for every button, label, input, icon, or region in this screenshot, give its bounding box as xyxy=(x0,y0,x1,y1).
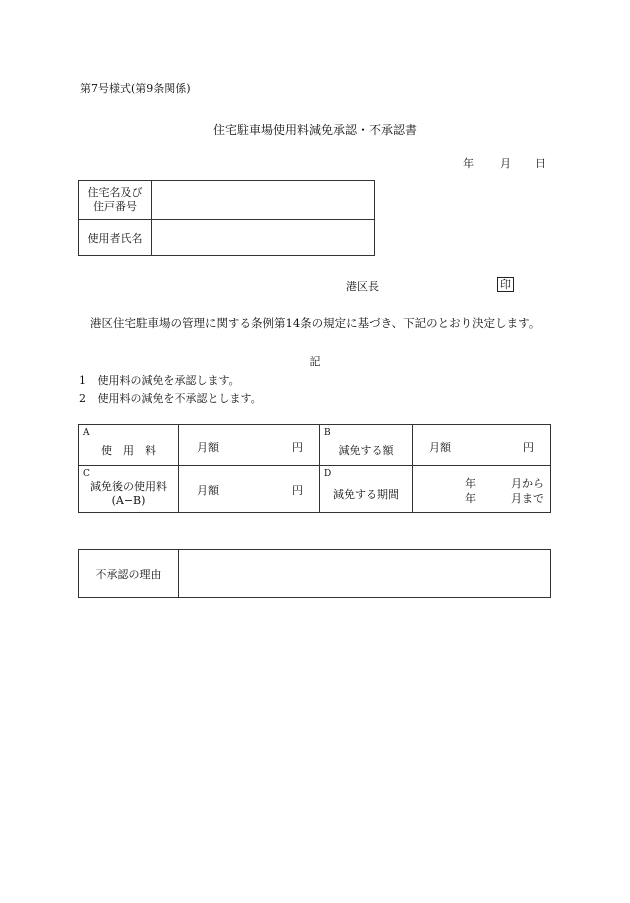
note-heading: 記 xyxy=(309,355,321,368)
seal-label: 印 xyxy=(497,277,514,292)
date-month-label: 月 xyxy=(500,157,511,170)
item-number: 2 xyxy=(79,392,86,405)
fee-c-label-cell xyxy=(79,466,179,513)
user-name-label: 使用者氏名 xyxy=(79,220,152,256)
fee-c-letter: C xyxy=(83,469,90,479)
item-text: 使用料の減免を承認します。 xyxy=(97,374,240,387)
applicant-table xyxy=(78,180,375,256)
fee-c-label-line2: (A−B) xyxy=(111,494,146,507)
fee-b-label-cell xyxy=(320,425,413,466)
fee-d-letter: D xyxy=(324,469,332,479)
fee-b-unit: 円 xyxy=(523,441,534,454)
fee-a-letter: A xyxy=(83,428,90,438)
fee-c-label-line1: 減免後の使用料 xyxy=(90,480,167,493)
fee-d-value-cell[interactable] xyxy=(413,466,551,513)
fee-a-unit: 円 xyxy=(292,441,303,454)
fee-d-label-cell xyxy=(320,466,413,513)
fee-b-value-cell[interactable] xyxy=(413,425,551,466)
fee-d-to-year: 年 xyxy=(465,492,476,505)
fee-b-prefix: 月額 xyxy=(429,441,451,454)
fee-table xyxy=(78,424,551,513)
fee-a-label-cell xyxy=(79,425,179,466)
fee-d-label: 減免する期間 xyxy=(333,488,399,501)
reason-table xyxy=(78,549,551,598)
fee-d-to-month: 月まで xyxy=(511,492,544,505)
fee-b-letter: B xyxy=(324,428,331,438)
item-text: 使用料の減免を不承認とします。 xyxy=(97,392,262,405)
fee-c-unit: 円 xyxy=(292,484,303,497)
date-day-label: 日 xyxy=(535,157,546,170)
fee-a-label: 使 用 料 xyxy=(101,444,156,457)
list-item xyxy=(79,390,262,406)
fee-c-prefix: 月額 xyxy=(197,484,219,497)
item-number: 1 xyxy=(79,374,86,387)
form-number: 第7号様式(第9条関係) xyxy=(80,82,191,95)
fee-d-from-year: 年 xyxy=(465,477,476,490)
issuer-title: 港区長 xyxy=(346,280,379,293)
housing-label-line2: 住戸番号 xyxy=(93,200,137,213)
fee-b-label: 減免する額 xyxy=(338,444,394,457)
fee-a-prefix: 月額 xyxy=(197,441,219,454)
list-item xyxy=(79,372,240,388)
housing-label-cell xyxy=(79,181,152,220)
housing-value-cell[interactable] xyxy=(152,181,375,220)
reason-label: 不承認の理由 xyxy=(79,550,179,598)
fee-c-value-cell[interactable] xyxy=(179,466,320,513)
body-text: 港区住宅駐車場の管理に関する条例第14条の規定に基づき、下記のとおり決定します。 xyxy=(90,316,541,330)
fee-a-value-cell[interactable] xyxy=(179,425,320,466)
user-name-value-cell[interactable] xyxy=(152,220,375,256)
reason-value-cell[interactable] xyxy=(179,550,551,598)
fee-d-from-month: 月から xyxy=(511,477,544,490)
housing-label-line1: 住宅名及び xyxy=(87,186,143,199)
seal-mark xyxy=(497,277,514,292)
document-title: 住宅駐車場使用料減免承認・不承認書 xyxy=(212,123,417,137)
date-year-label: 年 xyxy=(463,157,474,170)
